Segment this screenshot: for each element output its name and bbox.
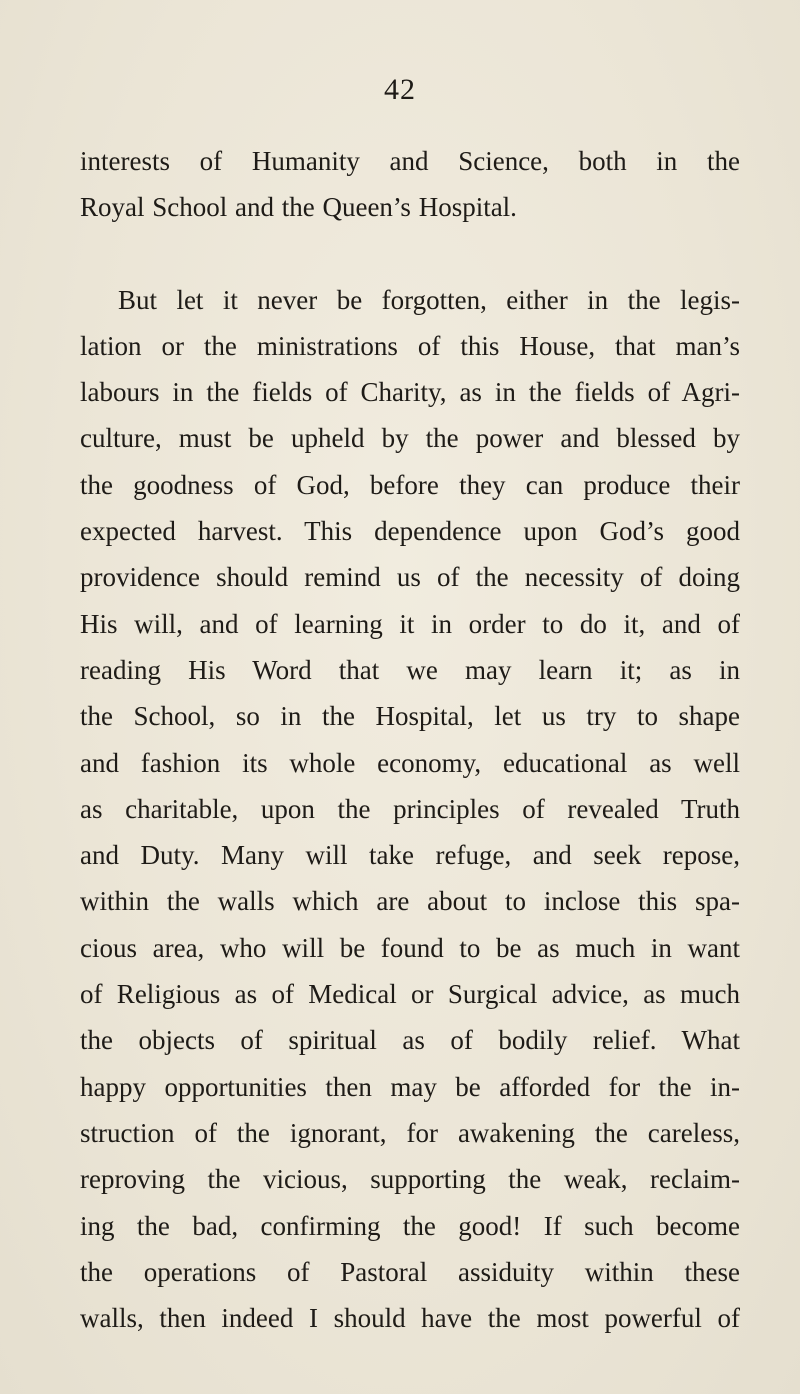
text-line: struction of the ignorant, for awakening the careless,	[80, 1117, 740, 1148]
text-line: providence should remind us of the necessity of doing	[80, 562, 740, 593]
page-number: 42	[384, 73, 416, 106]
text-line: and Duty. Many will take refuge, and seek repose,	[80, 840, 740, 871]
text-line: His will, and of learning it in order to do it, and of	[80, 608, 740, 639]
text-line: happy opportunities then may be afforded for the in-	[80, 1071, 740, 1102]
paragraph-spacer	[80, 231, 740, 277]
text-line: expected harvest. This dependence upon God’s good	[80, 516, 740, 547]
text-line: the operations of Pastoral assiduity within these	[80, 1256, 740, 1287]
text-line: labours in the fields of Charity, as in the fields of Agri-	[80, 377, 740, 408]
text-line: reproving the vicious, supporting the weak, reclaim-	[80, 1164, 740, 1195]
text-line: But let it never be forgotten, either in the legis-	[118, 284, 740, 315]
text-line: the objects of spiritual as of bodily relief. What	[80, 1025, 740, 1056]
text-line: culture, must be upheld by the power and blessed by	[80, 423, 740, 454]
text-line: the School, so in the Hospital, let us try to shape	[80, 701, 740, 732]
text-line: the goodness of God, before they can produce their	[80, 469, 740, 500]
text-line: and fashion its whole economy, educational as well	[80, 747, 740, 778]
text-line: interests of Humanity and Science, both in the	[80, 146, 740, 176]
text-line: walls, then indeed I should have the most powerful of	[80, 1303, 740, 1334]
text-line: within the walls which are about to inclose this spa-	[80, 886, 740, 917]
text-line: as charitable, upon the principles of revealed Truth	[80, 793, 740, 824]
text-line: lation or the ministrations of this House, that man’s	[80, 330, 740, 361]
paragraph-2	[80, 277, 740, 1342]
body-text	[80, 138, 740, 1341]
text-line: ing the bad, confirming the good! If such become	[80, 1210, 740, 1241]
text-line: of Religious as of Medical or Surgical advice, as much	[80, 979, 740, 1010]
text-line: Royal School and the Queen’s Hospital.	[80, 192, 517, 223]
paragraph-1	[80, 138, 740, 231]
text-line: cious area, who will be found to be as much in want	[80, 932, 740, 963]
text-line: reading His Word that we may learn it; as in	[80, 654, 740, 685]
